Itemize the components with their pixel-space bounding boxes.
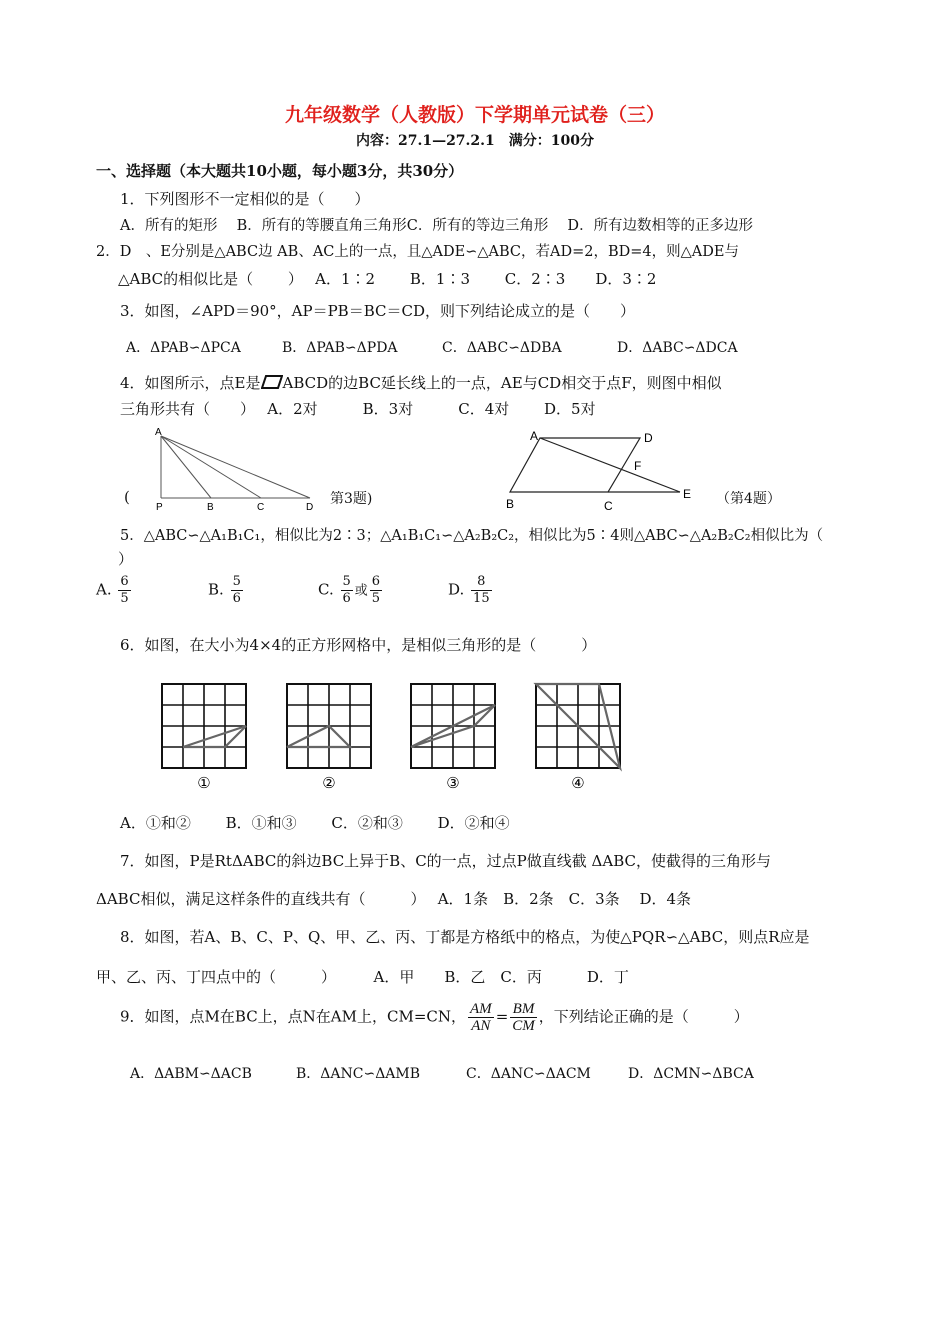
fig4-label-b: B: [506, 497, 515, 511]
figure-q4: [500, 422, 710, 518]
fig3-paren: (: [124, 488, 130, 506]
q9-fraction-bm-cm: [510, 1001, 537, 1034]
fraction-numerator: 5: [232, 574, 241, 589]
q9-option-d: D．ΔCMN∽ΔBCA: [628, 1066, 754, 1082]
page-subtitle: 内容：27.1—27.2.1 满分：100分: [355, 133, 595, 149]
q5-option-c-label: C.: [318, 580, 334, 599]
grid-3: [411, 684, 495, 768]
q8-line2: 甲、乙、丙、丁四点中的（ ） A．甲 B．乙 C．丙 D．丁: [96, 968, 629, 986]
q9-fraction-am-an: [468, 1001, 494, 1034]
q5-option-c-or: 或: [354, 583, 368, 599]
fraction-numerator: BM: [510, 1001, 537, 1018]
q7-line2: ΔABC相似，满足这样条件的直线共有（ ） A．1条 B．2条 C．3条 D．4条: [96, 890, 692, 908]
q4-line1-a: 4．如图所示，点E是: [120, 374, 261, 392]
fig3-caption: 第3题): [330, 491, 373, 507]
q5-option-d-label: D.: [448, 580, 465, 599]
grid-2: [287, 684, 371, 768]
q5-option-c-fraction-2: [370, 574, 382, 607]
q3-option-b: B．ΔPAB∽ΔPDA: [282, 340, 398, 356]
q5-line2: ）: [118, 550, 134, 568]
fig3-label-p: P: [156, 502, 163, 513]
fraction-numerator: AM: [470, 1001, 492, 1017]
q5-option-c: [318, 574, 384, 607]
section-heading: 一、选择题（本大题共10小题，每小题3分，共30分）: [96, 162, 464, 180]
fig3-line-ac: [161, 436, 261, 498]
q3-option-a: A．ΔPAB∽ΔPCA: [126, 340, 241, 356]
grid-label-1: ①: [197, 775, 211, 792]
q3-option-c: C．ΔABC∽ΔDBA: [442, 340, 562, 356]
q5-option-b-fraction: [231, 574, 243, 607]
q3-option-d: D．ΔABC∽ΔDCA: [617, 340, 738, 356]
grid-4: [536, 684, 620, 768]
fig3-label-b: B: [207, 502, 214, 513]
fig3-line-ab: [161, 436, 211, 498]
q1-options: A．所有的矩形 B．所有的等腰直角三角形C．所有的等边三角形 D．所有边数相等的正多边形: [120, 218, 754, 234]
fraction-numerator: 6: [120, 574, 129, 589]
parallelogram-icon: [261, 375, 283, 389]
q9-stem-a: 9．如图，点M在BC上，点N在AM上，CM=CN，: [120, 1007, 467, 1026]
fig3-label-d: D: [306, 502, 314, 513]
fig4-parallelogram: [510, 438, 640, 492]
fig4-label-d: D: [644, 431, 653, 445]
grid-label-3: ③: [446, 775, 460, 792]
fraction-denominator: 6: [232, 591, 241, 606]
fig4-label-e: E: [683, 487, 692, 501]
fraction-denominator: 15: [473, 591, 490, 606]
grid-1: [162, 684, 246, 768]
q5-option-a: [96, 574, 133, 607]
q9-option-a: A．ΔABM∽ΔACB: [130, 1066, 252, 1082]
q5-option-a-fraction: [118, 574, 130, 607]
q9-option-c: C．ΔANC∽ΔACM: [466, 1066, 591, 1082]
q5-line1: 5．△ABC∽△A₁B₁C₁，相似比为2∶3；△A₁B₁C₁∽△A₂B₂C₂，相似比为5∶4则△ABC∽△A₂B₂C₂相似比为（: [120, 528, 824, 544]
fig3-label-a: A: [155, 427, 162, 438]
grid-label-2: ②: [322, 775, 336, 792]
figure-q3: [150, 424, 330, 516]
q9-equals: =: [495, 1007, 509, 1026]
grid-label-4: ④: [571, 775, 585, 792]
q4-line1: [120, 372, 722, 393]
fraction-denominator: 6: [342, 591, 351, 606]
fraction-denominator: CM: [512, 1018, 535, 1034]
fig4-line-ae: [540, 438, 680, 492]
q9-option-b: B．ΔANC∽ΔAMB: [296, 1066, 421, 1082]
q9-stem: [120, 1001, 749, 1034]
q4-line2: 三角形共有（ ） A．2对 B．3对 C．4对 D．5对: [120, 400, 596, 418]
q3-stem: 3．如图，∠APD＝90°，AP＝PB＝BC＝CD，则下列结论成立的是（ ）: [120, 302, 635, 320]
q6-stem: 6．如图，在大小为4×4的正方形网格中，是相似三角形的是（ ）: [120, 636, 597, 654]
q6-options: A．①和② B．①和③ C．②和③ D．②和④: [120, 814, 510, 832]
fig4-label-f: F: [634, 459, 642, 473]
page-title: 九年级数学（人教版）下学期单元试卷（三）: [284, 104, 665, 126]
fig3-label-c: C: [257, 502, 265, 513]
q4-line1-b: ABCD的边BC延长线上的一点，AE与CD相交于点F，则图中相似: [282, 374, 722, 392]
q5-option-d: [448, 574, 494, 607]
figure-q6-grids: [150, 676, 640, 800]
q7-line1: 7．如图，P是RtΔABC的斜边BC上异于B、C的一点，过点P做直线截 ΔABC，使截得的三角形与: [120, 852, 771, 870]
fraction-numerator: 6: [371, 574, 381, 589]
q5-option-a-label: A.: [96, 580, 112, 599]
q8-line1: 8．如图，若A、B、C、P、Q、甲、乙、丙、丁都是方格纸中的格点，为使△PQR∽△ABC，则点R应是: [120, 928, 810, 946]
q5-option-c-fraction-1: [341, 574, 353, 607]
fraction-denominator: 5: [120, 591, 129, 606]
fraction-numerator: 8: [471, 574, 492, 591]
fig3-line-ad: [161, 436, 310, 498]
q5-option-b: [208, 574, 245, 607]
fig4-label-a: A: [530, 429, 539, 443]
fraction-denominator: AN: [471, 1018, 491, 1034]
fig4-label-c: C: [604, 499, 613, 513]
fraction-denominator: 5: [371, 591, 381, 606]
q2-line1: 2．D 、E分别是△ABC边 AB、AC上的一点，且△ADE∽△ABC，若AD=2，BD=4，则△ADE与: [96, 244, 739, 260]
q9-stem-b: ，下列结论正确的是（ ）: [538, 1007, 749, 1026]
q5-option-b-label: B.: [208, 580, 224, 599]
q1-stem: 1．下列图形不一定相似的是（ ）: [120, 190, 370, 208]
fraction-numerator: 5: [342, 574, 351, 589]
q2-line2: △ABC的相似比是（ ） A．1∶2 B．1∶3 C．2∶3 D．3∶2: [118, 270, 657, 288]
q5-option-d-fraction: [471, 574, 492, 607]
fig4-caption: （第4题）: [716, 491, 781, 507]
